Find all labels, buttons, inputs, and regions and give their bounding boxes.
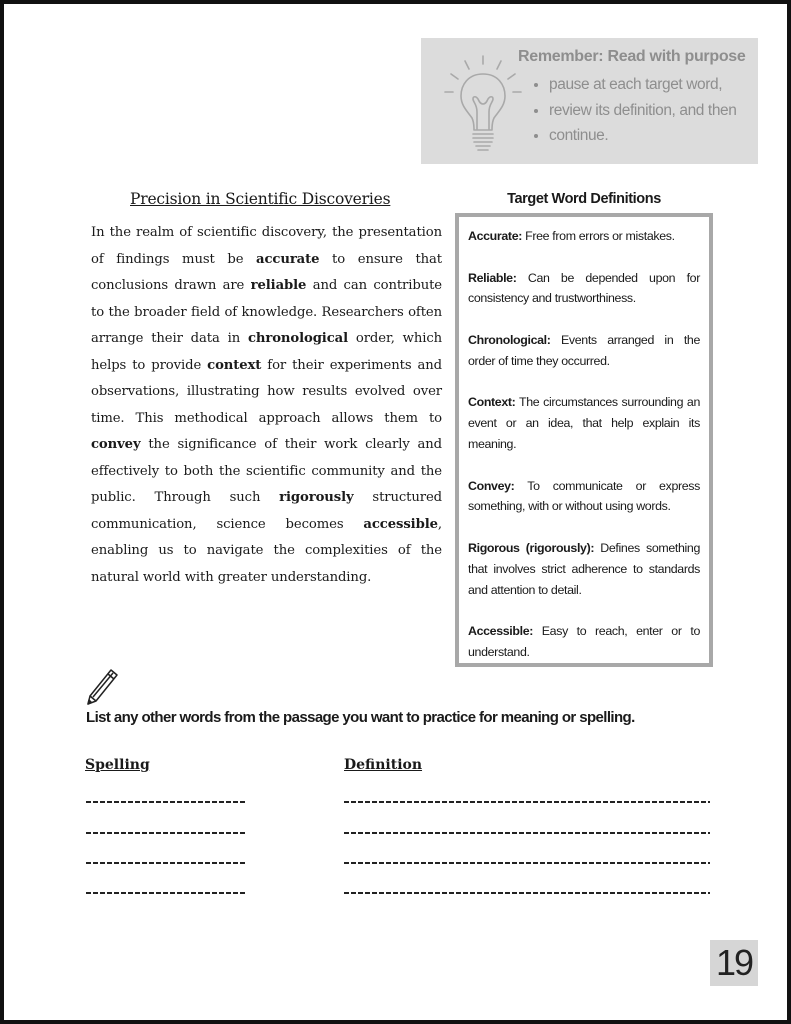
passage-segment: In the realm of scientific discovery, the presentation of findings must be: [91, 225, 442, 267]
target-word: reliable: [250, 278, 307, 293]
target-word: accurate: [256, 251, 320, 267]
definition-term: Context:: [468, 395, 516, 410]
target-word: accessible: [363, 516, 438, 532]
definition-item: [468, 330, 700, 372]
passage-segment: to ensure that conclusions drawn are: [91, 251, 442, 293]
definition-item: [468, 226, 700, 247]
definition-term: Rigorous (rigorously):: [468, 540, 595, 555]
definition-text: Can be depended upon for consistency and trustworthiness.: [468, 270, 700, 306]
practice-prompt: List any other words from the passage you want to practice for meaning or spelling.: [86, 709, 635, 726]
definitions-box: [455, 213, 713, 667]
definition-text: Defines something that involves strict adherence to standards and attention to detail.: [468, 540, 700, 597]
passage-segment: order, which helps to provide: [91, 331, 443, 373]
passage-title: Precision in Scientific Discoveries: [130, 190, 391, 208]
remember-callout: [421, 38, 758, 164]
definition-column-header: Definition: [344, 757, 423, 773]
passage-text: [91, 220, 442, 591]
target-word: chronological: [247, 331, 349, 346]
definition-text: To communicate or express something, with or without using words.: [468, 478, 700, 514]
remember-bullet: • continue.: [549, 123, 737, 149]
definition-item: [468, 476, 700, 518]
remember-bullet: • review its definition, and then: [549, 98, 737, 124]
pencil-icon: [84, 666, 120, 708]
remember-title: Remember: Read with purpose: [518, 48, 746, 65]
definition-term: Reliable:: [468, 270, 517, 285]
passage-segment: structured communication, science becomes: [91, 490, 442, 532]
page-number: 19: [710, 940, 758, 986]
spelling-blank-line[interactable]: [86, 832, 247, 834]
definition-text: Events arranged in the order of time they occurred.: [468, 332, 700, 368]
definition-blank-line[interactable]: [344, 832, 710, 834]
passage-segment: , enabling us to navigate the complexities of the natural world with greater understanding.: [91, 516, 442, 585]
definition-term: Chronological:: [468, 332, 551, 347]
definition-item: [468, 268, 700, 310]
target-word: context: [207, 357, 262, 373]
target-word: rigorously: [279, 490, 354, 505]
passage-segment: the significance of their work clearly and effectively to both the scientific community and the public. Through such: [91, 437, 442, 505]
definition-term: Accessible:: [468, 624, 534, 639]
definition-term: Convey:: [468, 478, 515, 493]
definition-term: Accurate:: [468, 229, 523, 243]
definitions-title: Target Word Definitions: [507, 191, 661, 207]
spelling-blank-line[interactable]: [86, 862, 247, 864]
definition-item: [468, 538, 700, 600]
definition-item: [468, 621, 700, 663]
definition-blank-line[interactable]: [344, 801, 710, 803]
passage-segment: for their experiments and observations, illustrating how results evolved over time. This methodical approach allows them to: [91, 357, 442, 426]
definition-text: Easy to reach, enter or to understand.: [468, 624, 700, 659]
target-word: convey: [91, 437, 141, 452]
definition-blank-line[interactable]: [344, 862, 710, 864]
lightbulb-icon: [435, 52, 531, 160]
remember-bullet: • pause at each target word,: [549, 72, 737, 98]
definition-item: [468, 392, 700, 454]
passage-segment: and can contribute to the broader field of knowledge. Researchers often arrange their data in: [91, 278, 442, 346]
spelling-blank-line[interactable]: [86, 801, 247, 803]
definition-text: The circumstances surrounding an event or an idea, that help explain its meaning.: [468, 395, 700, 451]
spelling-blank-line[interactable]: [86, 892, 247, 894]
definition-blank-line[interactable]: [344, 892, 710, 894]
remember-list: [531, 72, 737, 149]
spelling-column-header: Spelling: [85, 757, 150, 773]
definition-text: Free from errors or mistakes.: [522, 229, 675, 243]
